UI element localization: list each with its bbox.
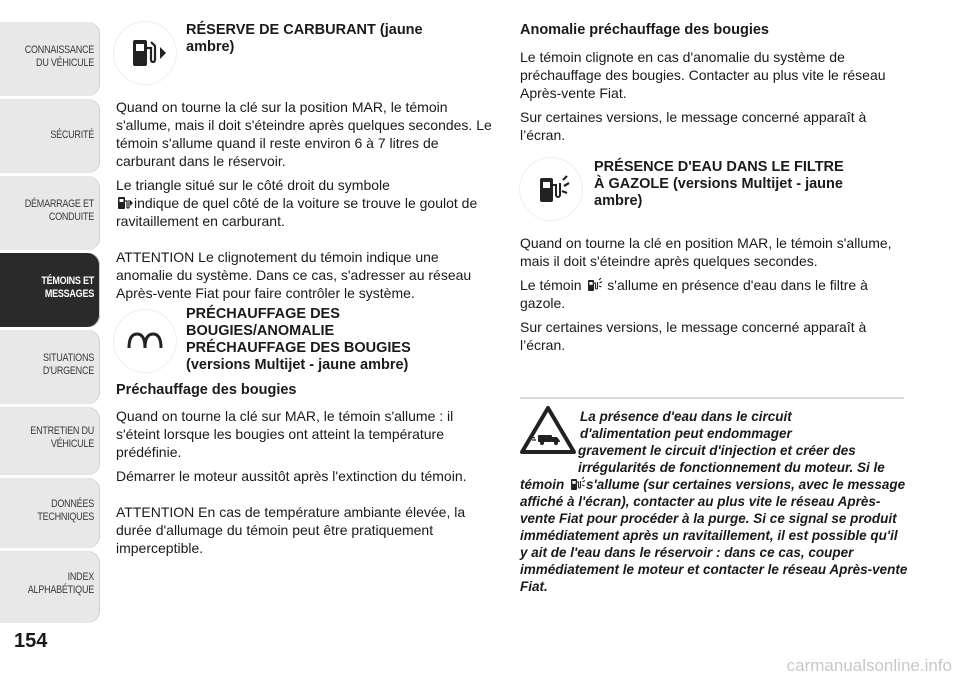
fuel-title-line: ambre) (186, 39, 235, 55)
warning-text-d: témoin (520, 477, 565, 492)
fuel-paragraph-3: ATTENTION Le clignotement du témoin indique une anomalie du système. Dans ce cas, s'adresser au réseau Après-vente Fiat pour faire contrôler le système. (116, 249, 472, 301)
fuel-paragraph-1: Quand on tourne la clé sur la position MAR, le témoin s'allume, mais il doit s'éteindre après quelques secondes. Le témoin s'allume quand il reste environ 6 à 7 litres de carburant dans le réservoir. (116, 99, 492, 169)
tab-demarrage[interactable] (0, 176, 100, 250)
fuel-body (116, 98, 494, 302)
warning-indented (520, 442, 908, 476)
warning-line-a: La présence d'eau dans le circuit (580, 409, 792, 424)
fuel-p2-end: indique de quel côté de la voiture se trouve le goulot de ravitaillement en carburant. (116, 195, 478, 229)
warning-rest (520, 476, 908, 595)
water-paragraph-2 (520, 276, 910, 312)
warning-line-b: d'alimentation peut endommager (580, 426, 792, 441)
warning-box (580, 408, 910, 442)
water-inline-icon (585, 277, 603, 293)
tab-donnees[interactable] (0, 478, 100, 548)
tab-securite[interactable] (0, 99, 100, 173)
glow-title-line: PRÉCHAUFFAGE DES BOUGIES (186, 340, 411, 356)
water-in-filter-icon (520, 158, 582, 220)
glow-subtitle: Préchauffage des bougies (116, 382, 297, 398)
watermark: carmanualsonline.info (786, 656, 952, 675)
glow-title (186, 306, 486, 374)
water-body (520, 234, 910, 354)
tab-temoins[interactable] (0, 253, 100, 327)
glow-title-line: (versions Multijet - jaune ambre) (186, 357, 409, 373)
fuel-p2-start: Le triangle situé sur le côté droit du symbole (116, 177, 390, 193)
tab-label: VÉHICULE (50, 438, 94, 450)
water-p2-end: s'allume en présence d'eau dans le filtre à gazole. (520, 277, 868, 311)
tab-label: SITUATIONS (42, 352, 94, 364)
right-top (520, 22, 906, 144)
tab-label: CONNAISSANCE (24, 44, 94, 56)
water-paragraph-3: Sur certaines versions, le message concerné apparaît à l’écran. (520, 319, 867, 353)
anomaly-paragraph-1: Le témoin clignote en cas d'anomalie du système de préchauffage des bougies. Contacter au plus vite le réseau Après-vente Fiat. (520, 49, 886, 101)
fuel-title-line: RÉSERVE DE CARBURANT (jaune (186, 22, 423, 38)
fuel-reserve-icon (114, 22, 176, 84)
tab-entretien[interactable] (0, 407, 100, 475)
glow-title-line: PRÉCHAUFFAGE DES (186, 306, 340, 322)
warning-text-e: s'allume (sur certaines versions, avec le message affiché à l'écran), contacter au plus vite le réseau Après-vente Fiat pour procéder à la purge. Si ce signal se produit immédiatement après un ravitaillement, il est possible qu'il y ait de l'eau dans le réservoir : dans ce cas, couper immédiatement le moteur et contacter le réseau Après-vente Fiat. (520, 477, 908, 594)
tab-label: ENTRETIEN DU (30, 425, 94, 437)
tab-connaissance[interactable] (0, 22, 100, 96)
glow-paragraph-3: ATTENTION En cas de température ambiante élevée, la durée d'allumage du témoin peut être pratiquement imperceptible. (116, 504, 466, 556)
warning-body (520, 442, 908, 595)
tab-label: MESSAGES (44, 288, 94, 300)
glow-body (116, 382, 496, 557)
glow-paragraph-1: Quand on tourne la clé sur MAR, le témoin s'allume : il s'éteint lorsque les bougies ont atteint la température prédéfinie. (116, 408, 454, 460)
water-title (594, 159, 910, 210)
page-number: 154 (14, 630, 48, 652)
tab-label: INDEX (67, 571, 94, 583)
warning-text-c: gravement le circuit d'injection et créer des irrégularités de fonctionnement du moteur. Si le (578, 443, 885, 475)
water-p2-start: Le témoin (520, 277, 582, 293)
tab-label: ALPHABÉTIQUE (27, 584, 94, 596)
warning-divider (520, 397, 904, 399)
fuel-inline-icon (116, 195, 134, 211)
tab-label: CONDUITE (48, 211, 94, 223)
water-title-line: À GAZOLE (versions Multijet - jaune (594, 176, 843, 192)
tab-label: DONNÉES (51, 498, 94, 510)
tab-situations[interactable] (0, 330, 100, 404)
fuel-paragraph-2 (116, 176, 494, 230)
water-title-line: ambre) (594, 193, 643, 209)
tab-label: TECHNIQUES (37, 511, 94, 523)
tab-label: DÉMARRAGE ET (24, 198, 94, 210)
water-paragraph-1: Quand on tourne la clé en position MAR, le témoin s'allume, mais il doit s'éteindre après quelques secondes. (520, 235, 892, 269)
tab-label: D'URGENCE (42, 365, 94, 377)
glow-title-line: BOUGIES/ANOMALIE (186, 323, 335, 339)
tab-index[interactable] (0, 551, 100, 623)
water-inline-icon (568, 476, 586, 492)
tab-label: TÉMOINS ET (41, 275, 94, 287)
water-title-line: PRÉSENCE D'EAU DANS LE FILTRE (594, 159, 844, 175)
fuel-title (186, 22, 486, 56)
glow-paragraph-2: Démarrer le moteur aussitôt après l'extinction du témoin. (116, 468, 467, 484)
anomaly-title: Anomalie préchauffage des bougies (520, 22, 769, 38)
tab-label: SÉCURITÉ (50, 129, 94, 141)
anomaly-paragraph-2: Sur certaines versions, le message concerné apparaît à l’écran. (520, 109, 867, 143)
glow-plug-icon (114, 310, 176, 372)
tab-label: DU VÉHICULE (36, 57, 94, 69)
left-column (186, 22, 486, 56)
